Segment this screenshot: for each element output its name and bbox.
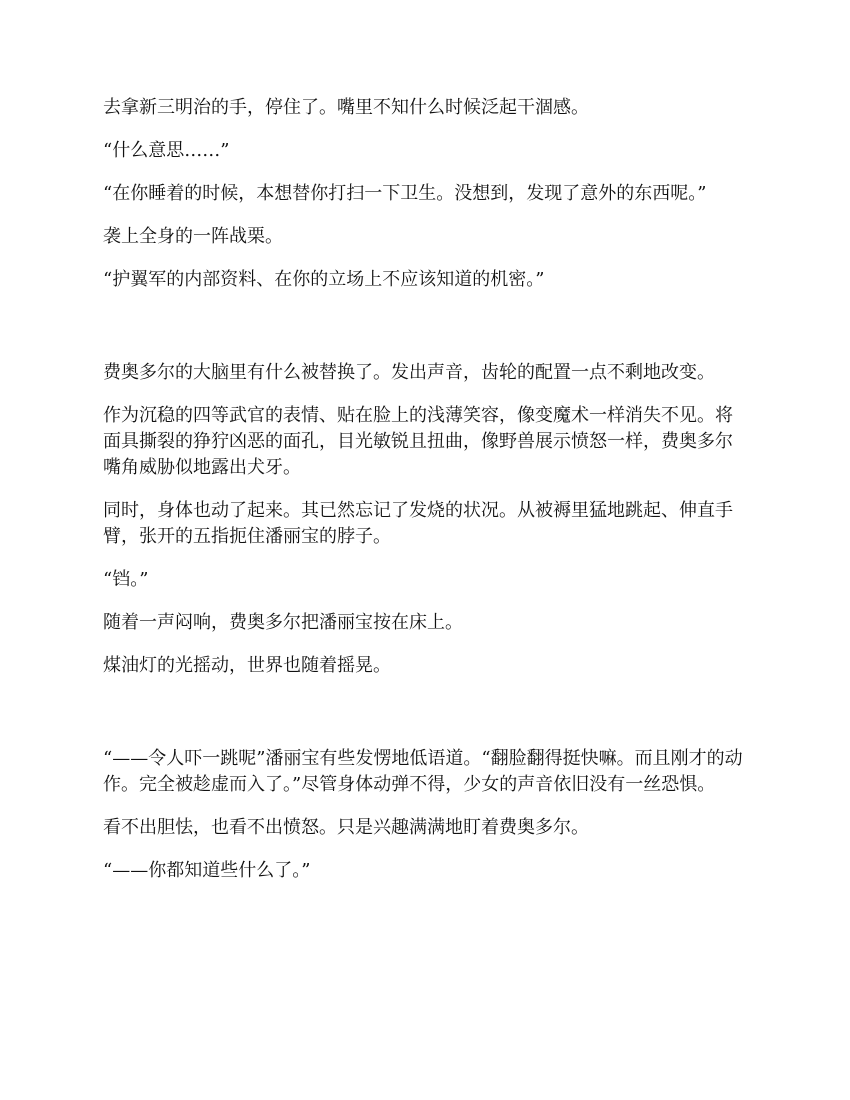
paragraph: 去拿新三明治的手，停住了。嘴里不知什么时候泛起干涸感。 (103, 97, 589, 118)
paragraph: 随着一声闷响，费奥多尔把潘丽宝按在床上。 (103, 612, 463, 633)
paragraph: “——你都知道些什么了。” (103, 860, 311, 881)
section-3 (103, 746, 750, 884)
section-gap (103, 310, 750, 360)
paragraph: 费奥多尔的大脑里有什么被替换了。发出声音，齿轮的配置一点不剩地改变。 (103, 362, 715, 383)
paragraph: 作为沉稳的四等武官的表情、贴在脸上的浅薄笑容，像变魔术一样消失不见。将面具撕裂的狰狞凶恶的面孔，目光敏锐且扭曲，像野兽展示愤怒一样，费奥多尔嘴角威胁似地露出犬牙。 (103, 405, 733, 478)
section-2 (103, 360, 750, 679)
paragraph: 看不出胆怯，也看不出愤怒。只是兴趣满满地盯着费奥多尔。 (103, 817, 589, 838)
paragraph: “在你睡着的时候，本想替你打扫一下卫生。没想到，发现了意外的东西呢。” (103, 183, 707, 204)
paragraph: “——令人吓一跳呢”潘丽宝有些发愣地低语道。“翻脸翻得挺快嘛。而且刚才的动作。完全被趁虚而入了。”尽管身体动弹不得，少女的声音依旧没有一丝恐惧。 (103, 748, 743, 795)
section-1 (103, 95, 750, 293)
paragraph: 同时，身体也动了起来。其已然忘记了发烧的状况。从被褥里猛地跳起、伸直手臂，张开的五指扼住潘丽宝的脖子。 (103, 500, 733, 547)
paragraph: “护翼军的内部资料、在你的立场上不应该知道的机密。” (103, 269, 545, 290)
section-gap (103, 696, 750, 746)
paragraph: 袭上全身的一阵战栗。 (103, 226, 283, 247)
paragraph: “什么意思……” (103, 140, 230, 161)
paragraph: “铛。” (103, 569, 149, 590)
paragraph: 煤油灯的光摇动，世界也随着摇晃。 (103, 655, 391, 676)
